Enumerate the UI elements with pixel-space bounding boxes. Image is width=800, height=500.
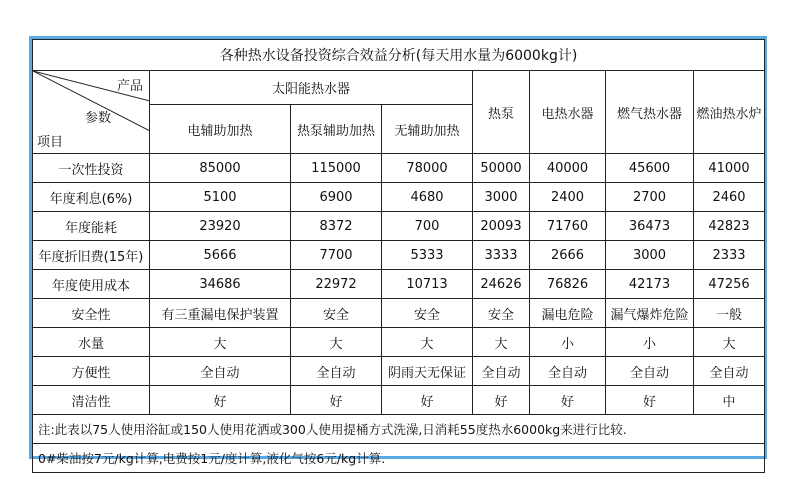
row-label: 清洁性 — [33, 386, 150, 415]
table-cell: 8372 — [291, 212, 382, 241]
column-header: 无辅助加热 — [382, 105, 473, 154]
column-header: 电辅助加热 — [150, 105, 291, 154]
table-title: 各种热水设备投资综合效益分析(每天用水量为6000kg计) — [33, 40, 765, 71]
table-cell: 安全 — [382, 299, 473, 328]
table-cell: 大 — [150, 328, 291, 357]
table-cell: 安全 — [473, 299, 530, 328]
table-cell: 全自动 — [291, 357, 382, 386]
corner-label-product: 产品 — [116, 79, 143, 94]
table-cell: 2666 — [530, 241, 606, 270]
table-cell: 小 — [530, 328, 606, 357]
table-cell: 42823 — [694, 212, 765, 241]
table-cell: 2700 — [606, 183, 694, 212]
table-cell: 好 — [606, 386, 694, 415]
table-cell: 700 — [382, 212, 473, 241]
table-cell: 大 — [694, 328, 765, 357]
corner-label-item: 项目 — [37, 135, 64, 150]
comparison-table — [32, 39, 765, 473]
table-cell: 一般 — [694, 299, 765, 328]
table-cell: 45600 — [606, 154, 694, 183]
table-cell: 42173 — [606, 270, 694, 299]
table-row — [33, 183, 765, 212]
table-cell: 有三重漏电保护装置 — [150, 299, 291, 328]
table-cell: 全自动 — [150, 357, 291, 386]
table-cell: 40000 — [530, 154, 606, 183]
table-cell: 20093 — [473, 212, 530, 241]
table-cell: 全自动 — [606, 357, 694, 386]
table-cell: 大 — [382, 328, 473, 357]
table-cell: 24626 — [473, 270, 530, 299]
table-note: 注:此表以75人使用浴缸或150人使用花洒或300人使用提桶方式洗澡,日消耗55度热水6000kg来进行比较. — [33, 415, 765, 444]
table-cell: 23920 — [150, 212, 291, 241]
table-cell: 好 — [473, 386, 530, 415]
table-cell: 全自动 — [530, 357, 606, 386]
table-cell: 5666 — [150, 241, 291, 270]
table-row — [33, 328, 765, 357]
table-cell: 85000 — [150, 154, 291, 183]
table-cell: 大 — [291, 328, 382, 357]
table-row — [33, 299, 765, 328]
table-cell: 6900 — [291, 183, 382, 212]
column-header: 热泵辅助加热 — [291, 105, 382, 154]
corner-label-param: 参数 — [85, 111, 112, 126]
row-label: 年度折旧费(15年) — [33, 241, 150, 270]
column-header: 燃气热水器 — [606, 71, 694, 154]
row-label: 水量 — [33, 328, 150, 357]
table-cell: 5100 — [150, 183, 291, 212]
row-label: 安全性 — [33, 299, 150, 328]
table-cell: 小 — [606, 328, 694, 357]
table-cell: 3333 — [473, 241, 530, 270]
table-row — [33, 212, 765, 241]
table-cell: 115000 — [291, 154, 382, 183]
table-cell: 阴雨天无保证 — [382, 357, 473, 386]
row-label: 方便性 — [33, 357, 150, 386]
table-cell: 10713 — [382, 270, 473, 299]
column-header: 燃油热水炉 — [694, 71, 765, 154]
row-label: 一次性投资 — [33, 154, 150, 183]
table-cell: 全自动 — [694, 357, 765, 386]
row-label: 年度能耗 — [33, 212, 150, 241]
table-cell: 7700 — [291, 241, 382, 270]
table-row — [33, 386, 765, 415]
table-row — [33, 270, 765, 299]
table-row — [33, 357, 765, 386]
table-note: 0#柴油按7元/kg计算,电费按1元/度计算,液化气按6元/kg计算. — [33, 444, 765, 473]
table-cell: 36473 — [606, 212, 694, 241]
table-cell: 中 — [694, 386, 765, 415]
row-label: 年度利息(6%) — [33, 183, 150, 212]
table-cell: 大 — [473, 328, 530, 357]
table-cell: 好 — [150, 386, 291, 415]
table-cell: 47256 — [694, 270, 765, 299]
table-cell: 3000 — [473, 183, 530, 212]
table-cell: 22972 — [291, 270, 382, 299]
table-cell: 安全 — [291, 299, 382, 328]
column-header: 热泵 — [473, 71, 530, 154]
table-cell: 漏气爆炸危险 — [606, 299, 694, 328]
table-cell: 34686 — [150, 270, 291, 299]
table-cell: 2400 — [530, 183, 606, 212]
table-cell: 71760 — [530, 212, 606, 241]
table-cell: 76826 — [530, 270, 606, 299]
column-header: 电热水器 — [530, 71, 606, 154]
table-cell: 好 — [382, 386, 473, 415]
table-cell: 78000 — [382, 154, 473, 183]
table-cell: 好 — [291, 386, 382, 415]
table-cell: 4680 — [382, 183, 473, 212]
table-cell: 41000 — [694, 154, 765, 183]
row-label: 年度使用成本 — [33, 270, 150, 299]
table-cell: 好 — [530, 386, 606, 415]
table-cell: 2333 — [694, 241, 765, 270]
table-row — [33, 154, 765, 183]
table-cell: 3000 — [606, 241, 694, 270]
table-cell: 漏电危险 — [530, 299, 606, 328]
table-cell: 5333 — [382, 241, 473, 270]
table-cell: 2460 — [694, 183, 765, 212]
table-cell: 50000 — [473, 154, 530, 183]
table-cell: 全自动 — [473, 357, 530, 386]
table-row — [33, 241, 765, 270]
table-frame — [29, 36, 767, 466]
corner-header-cell — [33, 71, 150, 154]
solar-group-header: 太阳能热水器 — [150, 71, 473, 105]
